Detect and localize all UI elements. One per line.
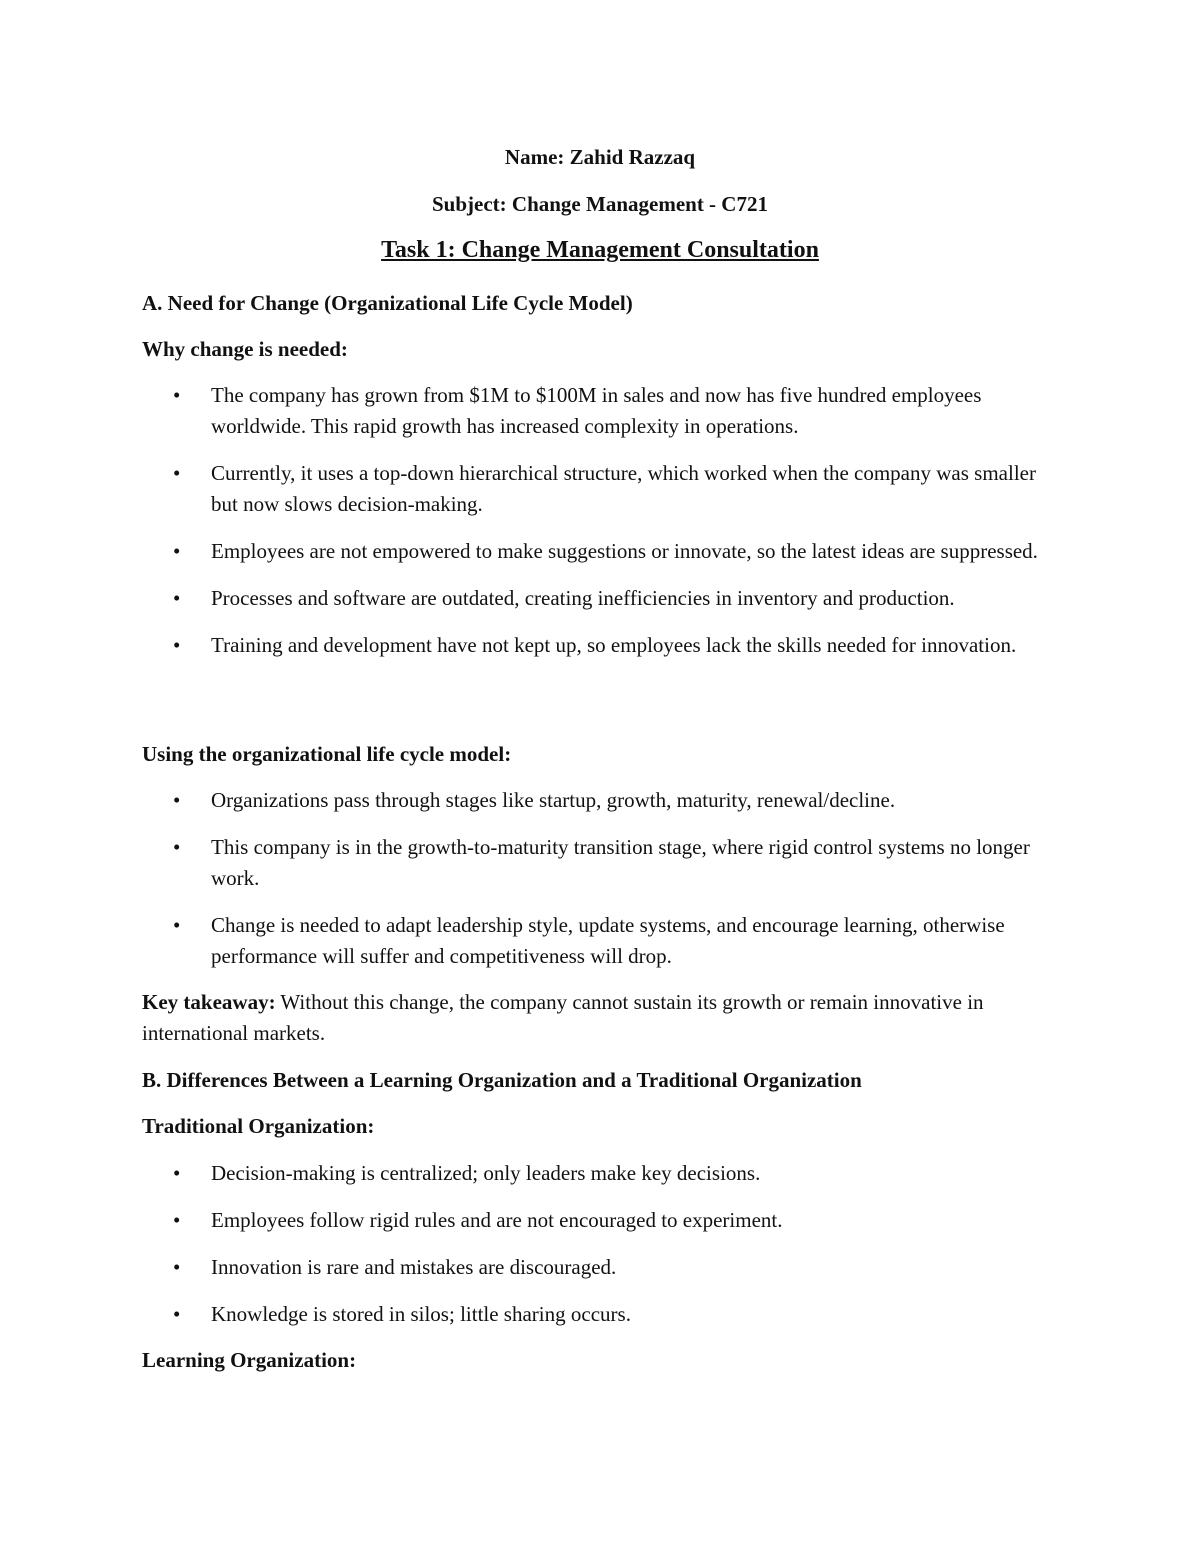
list-item <box>142 458 1062 520</box>
list-item-text: Knowledge is stored in silos; little sharing occurs. <box>211 1302 631 1326</box>
list-item-text: Currently, it uses a top-down hierarchical structure, which worked when the company was smaller but now slows decision-making. <box>211 461 1036 516</box>
bullet-icon: • <box>173 835 181 859</box>
section-b-heading: B. Differences Between a Learning Organization and a Traditional Organization <box>142 1068 862 1092</box>
list-item-text: The company has grown from $1M to $100M in sales and now has five hundred employees worldwide. This rapid growth has increased complexity in operations. <box>211 383 982 438</box>
list-item-text: Employees are not empowered to make suggestions or innovate, so the latest ideas are suppressed. <box>211 539 1038 563</box>
bullet-icon: • <box>173 1208 181 1232</box>
list-item <box>142 832 1062 894</box>
key-takeaway-label: Key takeaway: <box>142 990 276 1014</box>
bullet-icon: • <box>173 586 181 610</box>
bullet-icon: • <box>173 788 181 812</box>
list-item <box>142 1252 1062 1283</box>
list-item <box>142 380 1062 442</box>
bullet-icon: • <box>173 1255 181 1279</box>
list-item-text: Training and development have not kept up, so employees lack the skills needed for innovation. <box>211 633 1017 657</box>
list-item <box>142 536 1062 567</box>
learning-org-heading: Learning Organization: <box>142 1348 357 1372</box>
document-title: Task 1: Change Management Consultation <box>381 237 819 263</box>
life-cycle-list <box>142 785 1062 972</box>
bullet-icon: • <box>173 633 181 657</box>
list-item-text: Employees follow rigid rules and are not encouraged to experiment. <box>211 1208 783 1232</box>
list-item <box>142 630 1062 661</box>
list-item-text: Organizations pass through stages like startup, growth, maturity, renewal/decline. <box>211 788 896 812</box>
section-a-heading: A. Need for Change (Organizational Life Cycle Model) <box>142 291 633 315</box>
list-item <box>142 1205 1062 1236</box>
subject-line: Subject: Change Management - C721 <box>432 192 768 216</box>
key-takeaway-text: Without this change, the company cannot sustain its growth or remain innovative in international markets. <box>142 990 984 1045</box>
traditional-org-list <box>142 1158 1062 1330</box>
bullet-icon: • <box>173 1161 181 1185</box>
list-item-text: Innovation is rare and mistakes are discouraged. <box>211 1255 617 1279</box>
key-takeaway <box>142 987 1062 1049</box>
list-item-text: Processes and software are outdated, creating inefficiencies in inventory and production. <box>211 586 955 610</box>
author-name: Name: Zahid Razzaq <box>504 145 696 169</box>
bullet-icon: • <box>173 539 181 563</box>
list-item-text: Change is needed to adapt leadership style, update systems, and encourage learning, otherwise performance will suffer and competitiveness will drop. <box>211 913 1005 968</box>
list-item <box>142 1158 1062 1189</box>
life-cycle-heading: Using the organizational life cycle model: <box>142 742 512 766</box>
bullet-icon: • <box>173 461 181 485</box>
bullet-icon: • <box>173 1302 181 1326</box>
traditional-org-heading: Traditional Organization: <box>142 1114 375 1138</box>
list-item <box>142 910 1062 972</box>
list-item-text: Decision-making is centralized; only leaders make key decisions. <box>211 1161 761 1185</box>
list-item <box>142 1299 1062 1330</box>
why-change-list <box>142 380 1062 661</box>
bullet-icon: • <box>173 913 181 937</box>
list-item <box>142 785 1062 816</box>
list-item <box>142 583 1062 614</box>
bullet-icon: • <box>173 383 181 407</box>
why-change-heading: Why change is needed: <box>142 337 348 361</box>
list-item-text: This company is in the growth-to-maturity transition stage, where rigid control systems no longer work. <box>211 835 1030 890</box>
